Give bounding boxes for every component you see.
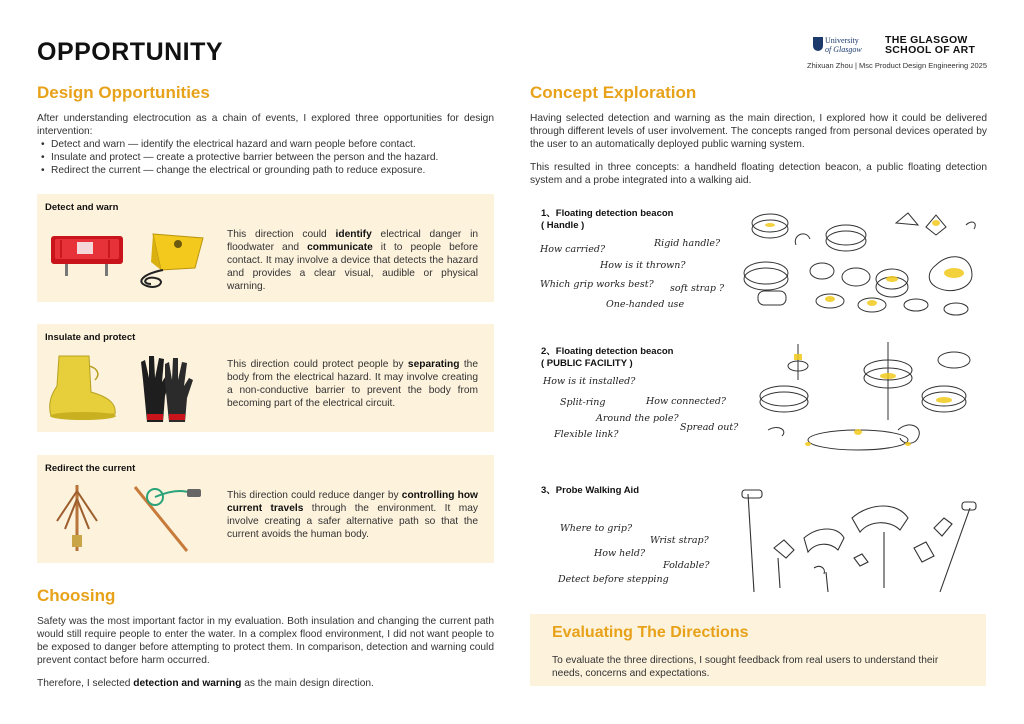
rubber-gloves-illustration — [135, 352, 197, 426]
concept-exploration-text: Having selected detection and warning as the main direction, I explored how it could be delivered through different levels of user involvement. The concepts ranged from personal devices operated by the user to an automatically deployed public warning system. This resulted in three concepts: a handheld floating detection beacon, a public floating detection system and a probe integrated into a walking aid. — [530, 113, 987, 186]
sketch-note: One-handed use — [606, 299, 685, 310]
probe-walking-aid-sketch — [734, 488, 984, 598]
card-title: Insulate and protect — [45, 332, 136, 343]
sketch-note: How is it thrown? — [600, 260, 686, 271]
university-of-glasgow-logo: University of Glasgow — [825, 36, 862, 54]
concept-1-title: 1、Floating detection beacon ( Handle ) — [541, 208, 674, 231]
card-insulate-and-protect — [37, 324, 494, 432]
sketch-note: Which grip works best? — [540, 279, 654, 290]
evaluating-heading: Evaluating The Directions — [552, 624, 749, 641]
sketch-note: Split-ring — [560, 397, 606, 408]
choosing-heading: Choosing — [37, 586, 116, 605]
sketch-note: Rigid handle? — [654, 238, 721, 249]
card-title: Detect and warn — [45, 202, 119, 213]
evaluating-box — [530, 614, 986, 686]
sketch-note: Flexible link? — [554, 429, 619, 440]
sketch-note: Around the pole? — [596, 413, 679, 424]
design-opportunities-intro: After understanding electrocution as a chain of events, I explored three opportunities for design intervention: • Detect and warn — identify the electrical hazard and warn people before contact. • Insulate and protect — create a protective barrier between the person and the hazard. • Redirect the current — change the electrical or grounding path to reduce exposure. — [37, 112, 494, 177]
sketch-note: soft strap ? — [670, 283, 725, 294]
insulating-boot-illustration — [45, 352, 121, 424]
beacon-facility-sketch — [748, 340, 986, 456]
list-item: • Redirect the current — change the electrical or grounding path to reduce exposure. — [37, 164, 494, 177]
detector-device-illustration — [133, 224, 213, 290]
card-description: This direction could reduce danger by controlling how current travels through the environment. It may involve creating a safer alternative path so that the current avoids the human body. — [227, 490, 478, 540]
grounding-clamp-illustration — [125, 481, 205, 557]
card-detect-and-warn — [37, 194, 494, 302]
card-description: This direction could identify electrical danger in floodwater and communicate it to people before contact. It may involve a device that detects the hazard and provides a clear visual, audible or physical warning. — [227, 229, 478, 292]
sketch-note: How carried? — [540, 244, 606, 255]
concept-exploration-heading: Concept Exploration — [530, 83, 697, 102]
ground-rod-illustration — [47, 481, 107, 557]
header-logos — [787, 35, 987, 57]
card-redirect-the-current — [37, 455, 494, 563]
sketch-note: How connected? — [646, 396, 726, 407]
opportunity-list — [37, 138, 494, 177]
list-item: • Detect and warn — identify the electrical hazard and warn people before contact. — [37, 138, 494, 151]
sketch-note: How held? — [594, 548, 646, 559]
glasgow-school-of-art-logo: THE GLASGOW SCHOOL OF ART — [885, 34, 976, 56]
warning-light-illustration — [47, 230, 129, 278]
sketch-note: Where to grip? — [560, 523, 633, 534]
sketch-note: How is it installed? — [543, 376, 636, 387]
card-description: This direction could protect people by separating the body from the electrical hazard. It may involve creating a non-conductive barrier to prevent the body from becoming part of the electrical circuit. — [227, 359, 478, 409]
design-opportunities-heading: Design Opportunities — [37, 83, 210, 102]
list-item: • Insulate and protect — create a protective barrier between the person and the hazard. — [37, 151, 494, 164]
sketch-note: Wrist strap? — [650, 535, 709, 546]
choosing-text: Safety was the most important factor in my evaluation. Both insulation and changing the current path would still require people to enter the water. In a complex flood environment, I did not want people to be exposed to danger before attempting to protect them. In comparison, detection and warning could prevent contact before harm occurred. Therefore, I selected detection and warning as the main design direction. — [37, 616, 494, 689]
sketch-note: Spread out? — [680, 422, 739, 433]
sketch-note: Detect before stepping — [558, 574, 669, 585]
beacon-handle-sketch — [736, 205, 986, 323]
card-title: Redirect the current — [45, 463, 136, 474]
evaluating-text: To evaluate the three directions, I sought feedback from real users to understand their needs, concerns and expectations. — [552, 655, 939, 679]
page-title: OPPORTUNITY — [37, 38, 224, 66]
author-line: Zhixuan Zhou | Msc Product Design Engineering 2025 — [807, 61, 987, 70]
uog-crest-icon — [813, 37, 823, 51]
concept-2-title: 2、Floating detection beacon ( PUBLIC FACILITY ) — [541, 346, 674, 369]
concept-3-title: 3、Probe Walking Aid — [541, 485, 640, 496]
sketch-note: Foldable? — [663, 560, 710, 571]
